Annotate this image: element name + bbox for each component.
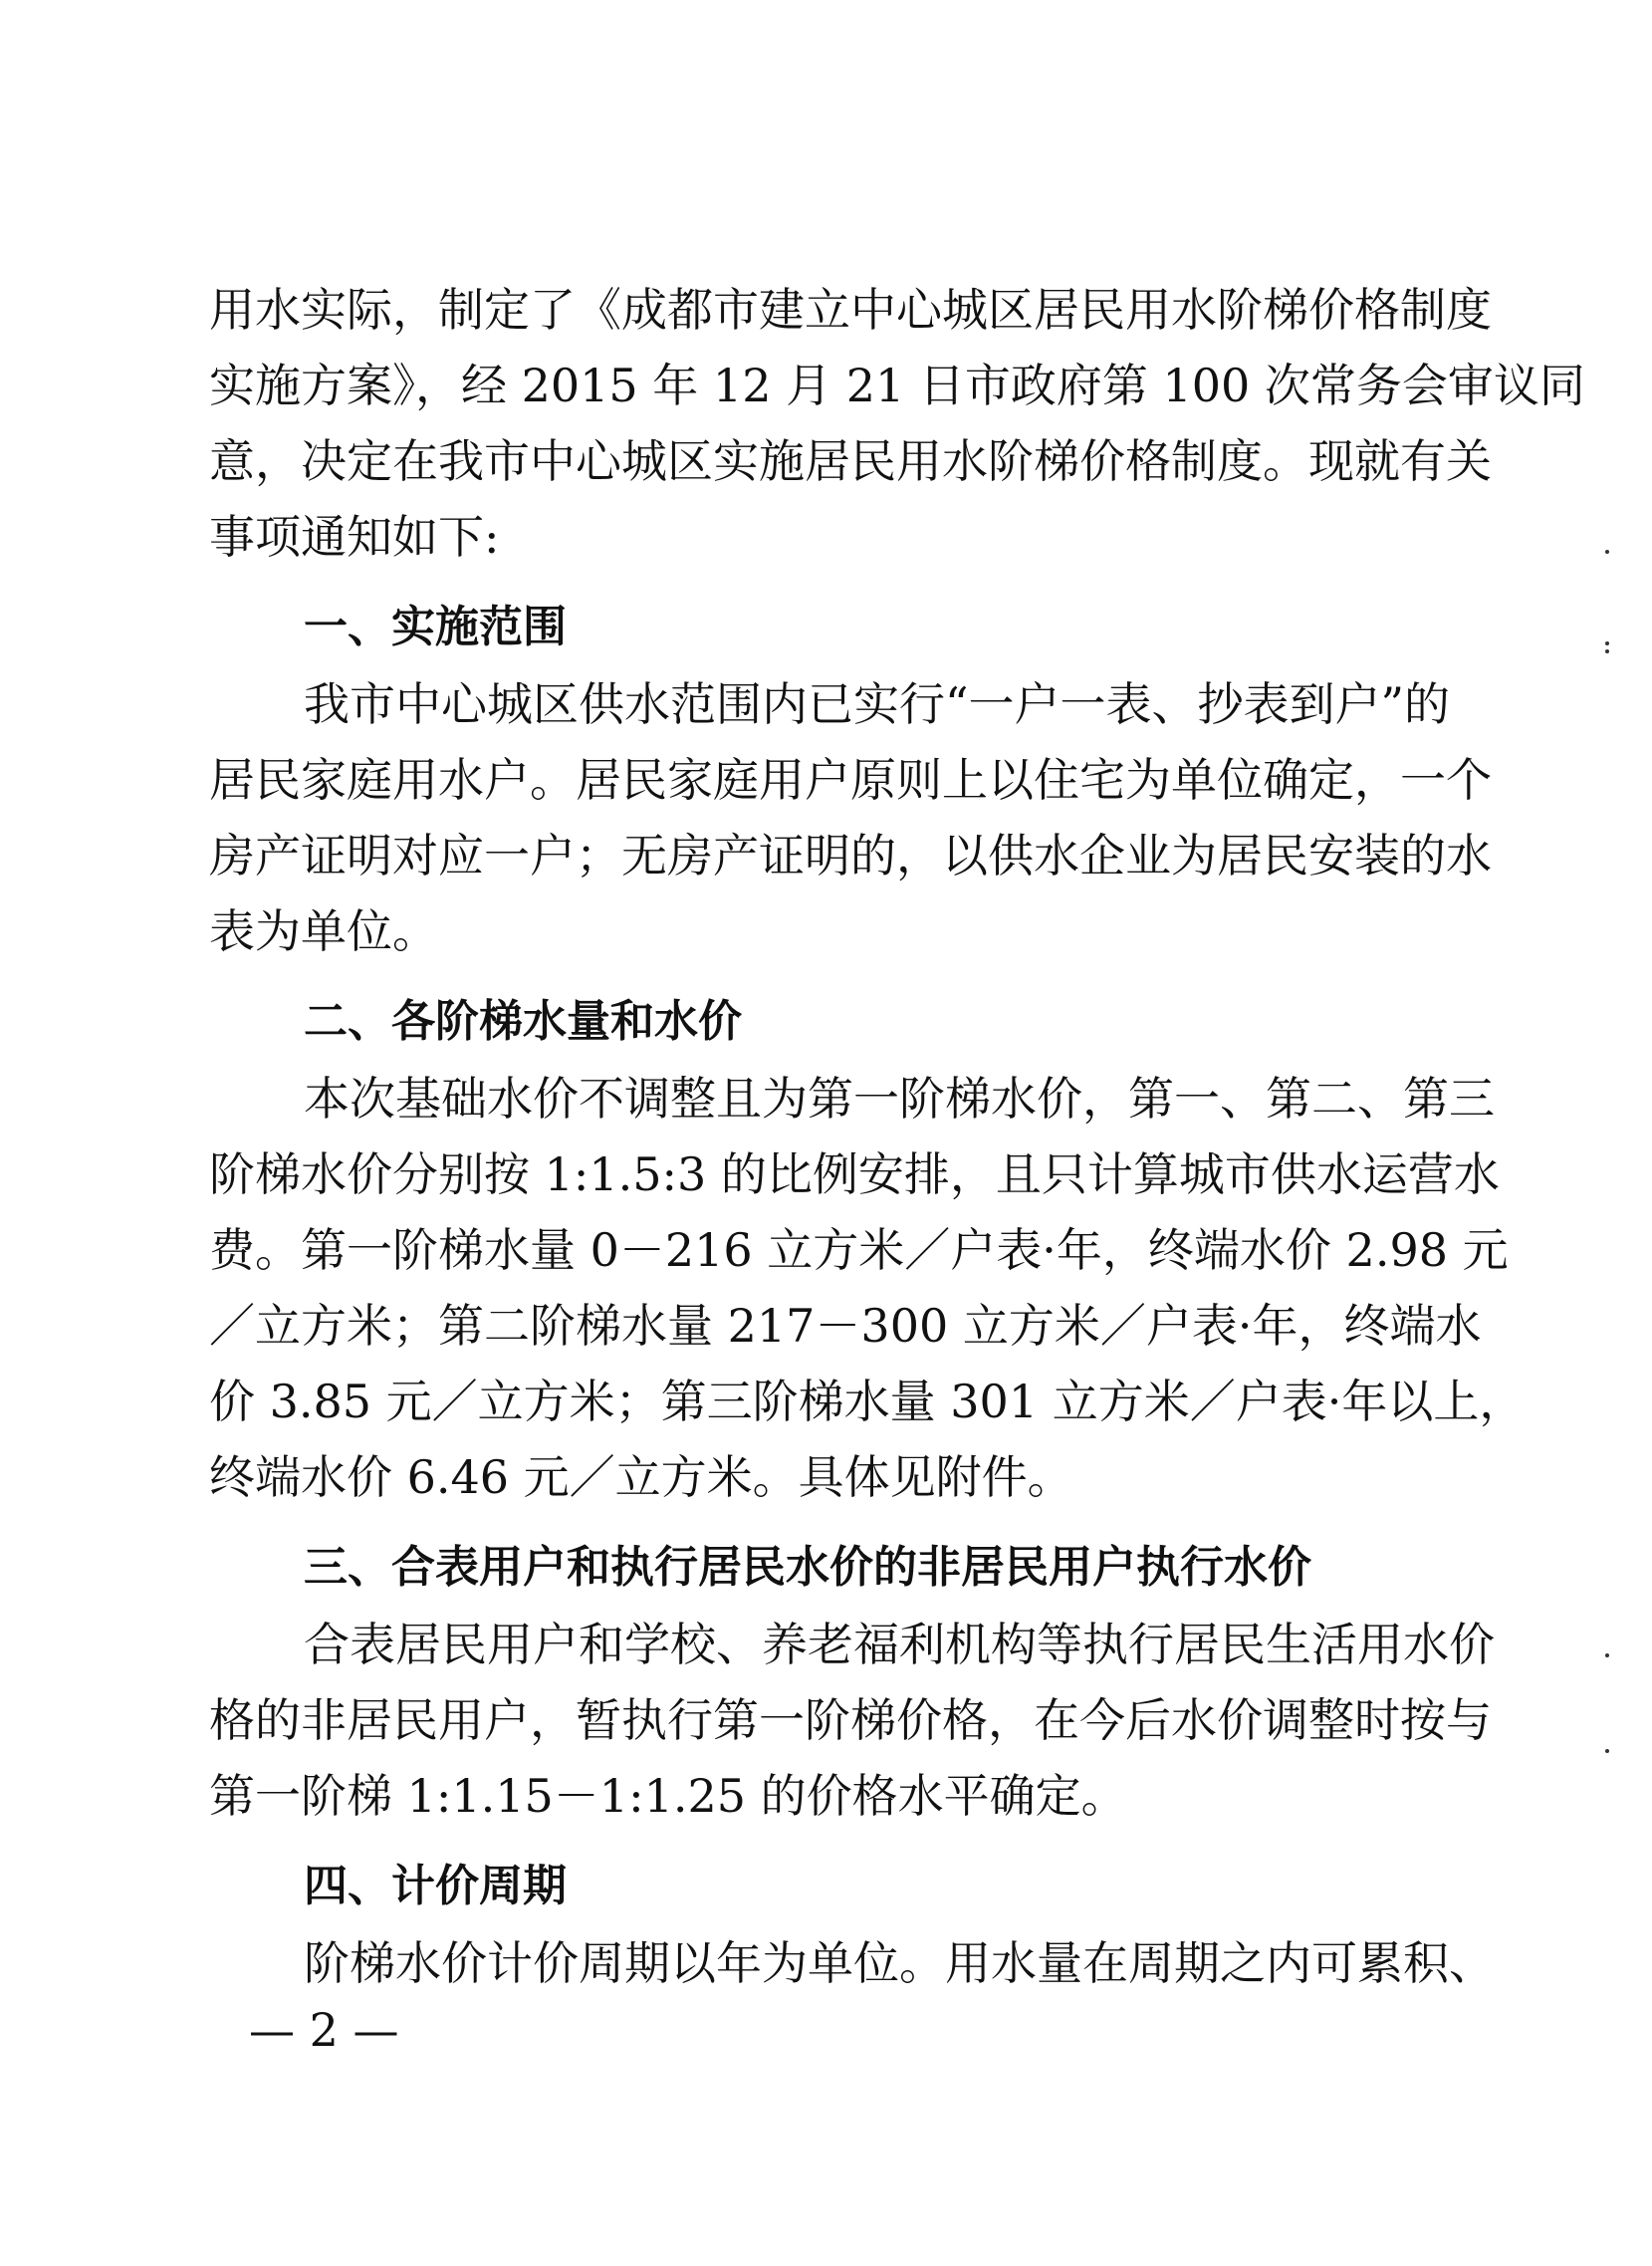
binding-hole-mark [1605, 550, 1609, 554]
body-text-line: 房产证明对应一户；无房产证明的，以供水企业为居民安装的水 [209, 829, 1492, 882]
body-text-line: ／立方米；第二阶梯水量 217－300 立方米／户表·年，终端水 [209, 1299, 1482, 1353]
body-text-line: 格的非居民用户，暂执行第一阶梯价格，在今后水价调整时按与 [209, 1693, 1492, 1747]
binding-hole-mark [1605, 1749, 1609, 1753]
section-heading-tier-volume-price: 二、各阶梯水量和水价 [304, 996, 742, 1047]
body-text-line: 第一阶梯 1:1.15－1:1.25 的价格水平确定。 [209, 1769, 1127, 1823]
binding-hole-mark [1605, 1653, 1609, 1657]
body-text-line: 价 3.85 元／立方米；第三阶梯水量 301 立方米／户表·年以上， [209, 1375, 1526, 1428]
section-heading-billing-cycle: 四、计价周期 [304, 1861, 567, 1911]
body-text-line: 居民家庭用水户。居民家庭用户原则上以住宅为单位确定，一个 [209, 753, 1492, 807]
body-text-line: 费。第一阶梯水量 0－216 立方米／户表·年，终端水价 2.98 元 [209, 1223, 1509, 1277]
body-text-line: 事项通知如下: [209, 510, 500, 564]
section-heading-scope: 一、实施范围 [304, 602, 567, 652]
body-text-line: 用水实际，制定了《成都市建立中心城区居民用水阶梯价格制度 [209, 283, 1492, 337]
body-text-line: 表为单位。 [209, 904, 438, 958]
binding-hole-mark [1605, 649, 1609, 653]
body-text-line: 意，决定在我市中心城区实施居民用水阶梯价格制度。现就有关 [209, 434, 1492, 488]
body-text-line: 阶梯水价计价周期以年为单位。用水量在周期之内可累积、 [304, 1936, 1495, 1990]
body-text-line: 阶梯水价分别按 1:1.5:3 的比例安排，且只计算城市供水运营水 [209, 1147, 1500, 1201]
page-number: — 2 — [249, 2003, 399, 2057]
binding-hole-mark [1605, 641, 1609, 645]
body-text-line: 实施方案》，经 2015 年 12 月 21 日市政府第 100 次常务会审议同 [209, 359, 1585, 412]
body-text-line: 本次基础水价不调整且为第一阶梯水价，第一、第二、第三 [304, 1072, 1495, 1126]
body-text-line: 合表居民用户和学校、养老福利机构等执行居民生活用水价 [304, 1618, 1495, 1671]
body-text-line: 终端水价 6.46 元／立方米。具体见附件。 [209, 1450, 1073, 1504]
body-text-line: 我市中心城区供水范围内已实行“一户一表、抄表到户”的 [304, 677, 1451, 731]
section-heading-shared-meter: 三、合表用户和执行居民水价的非居民用户执行水价 [304, 1542, 1311, 1593]
